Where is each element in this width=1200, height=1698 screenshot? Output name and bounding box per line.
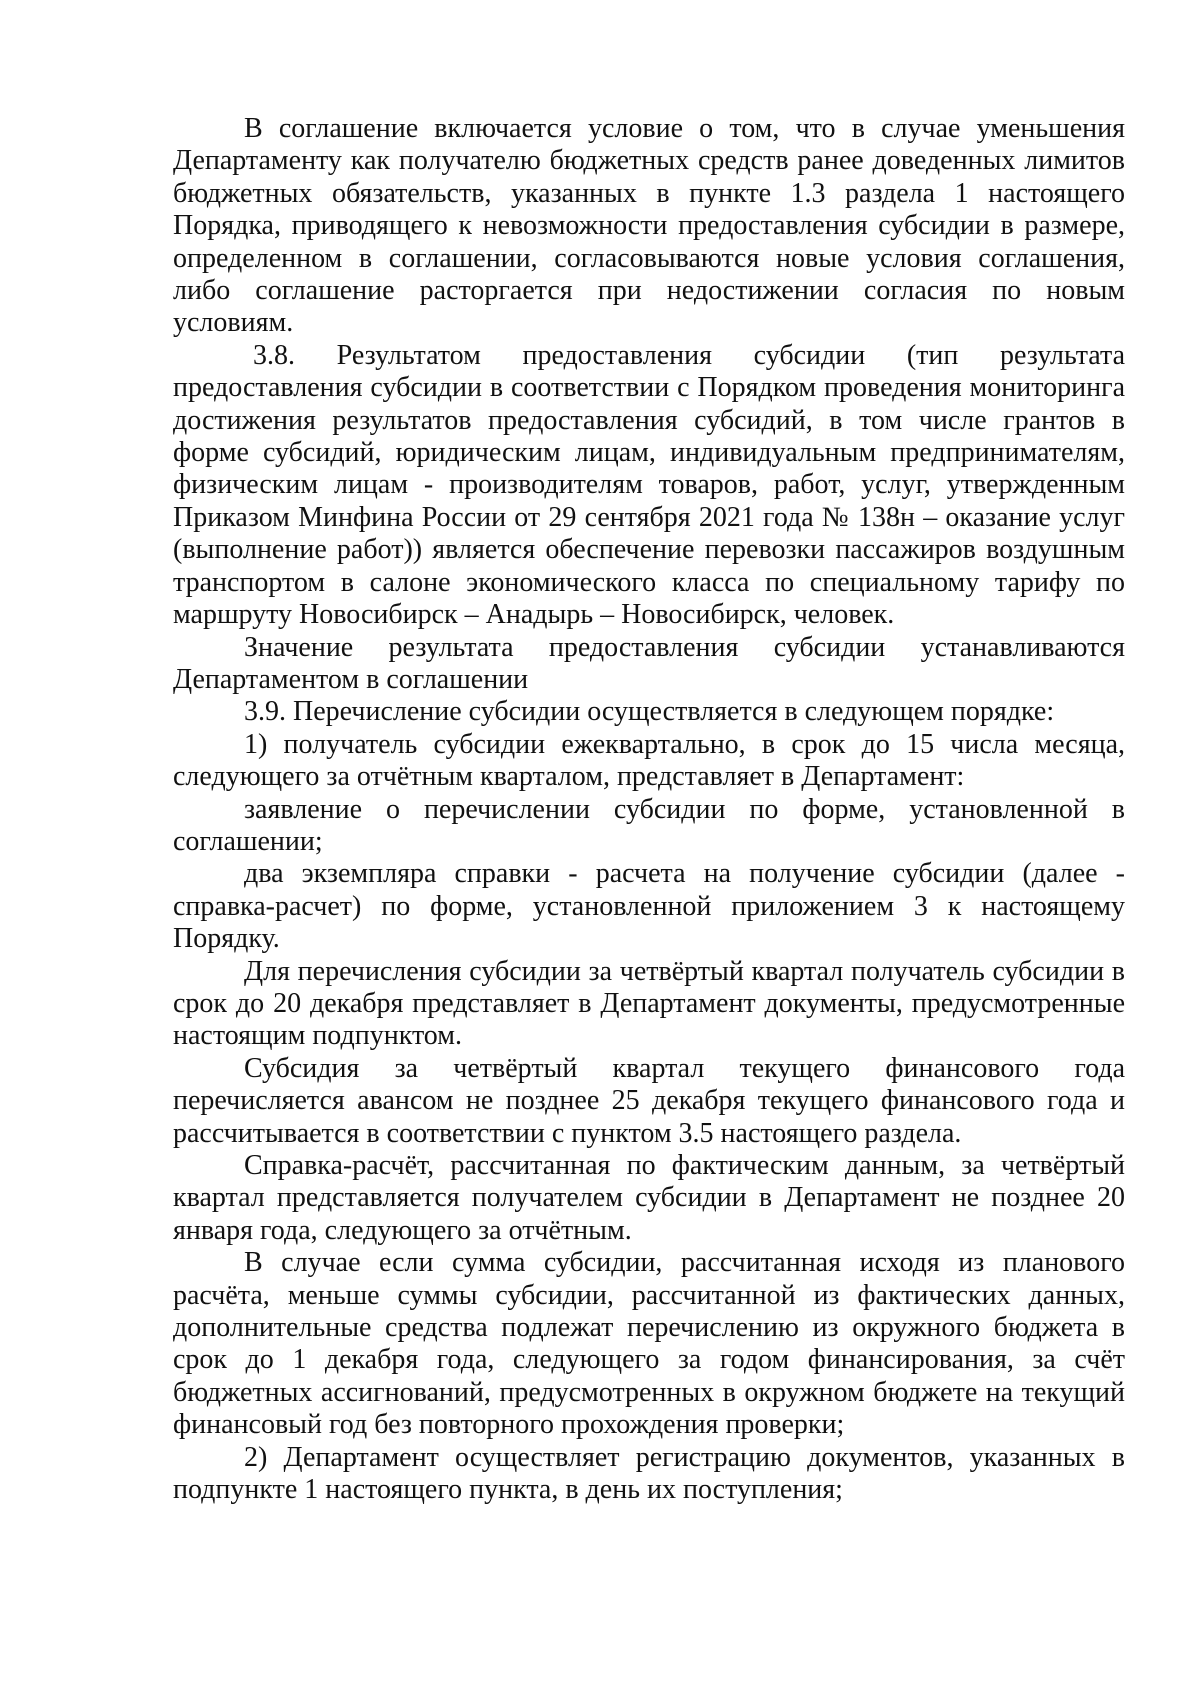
paragraph-additional-funds: В случае если сумма субсидии, рассчитанная исходя из планового расчёта, меньше суммы субсидии, рассчитанной из фактических данных, дополнительные средства подлежат перечислению из окружного бюджета в срок до 1 декабря года, следующего за годом финансирования, за счёт бюджетных ассигнований, предусмотренных в окружном бюджете на текущий финансовый год без повторного прохождения проверки; [173, 1247, 1125, 1441]
paragraph-application: заявление о перечислении субсидии по форме, установленной в соглашении; [173, 793, 1125, 857]
paragraph-subitem-1: 1) получатель субсидии ежеквартально, в срок до 15 числа месяца, следующего за отчётным кварталом, представляет в Департамент: [173, 728, 1125, 793]
paragraph-fourth-quarter-advance: Субсидия за четвёртый квартал текущего финансового года перечисляется авансом не позднее 25 декабря текущего финансового года и рассчитывается в соответствии с пунктом 3.5 настоящего раздела. [173, 1052, 1125, 1149]
paragraph-result-value: Значение результата предоставления субсидии устанавливаются Департаментом в соглашении [173, 631, 1125, 695]
paragraph-actual-certificate: Справка-расчёт, рассчитанная по фактическим данным, за четвёртый квартал представляется получателем субсидии в Департамент не позднее 20 января года, следующего за отчётным. [173, 1150, 1125, 1246]
paragraph-3-8-result: 3.8. Результатом предоставления субсидии (тип результата предоставления субсидии в соответствии с Порядком проведения мониторинга достижения результатов предоставления субсидий, в том числе грантов в форме субсидий, юридическим лицам, индивидуальным предпринимателям, физическим лицам - производителям товаров, работ, услуг, утвержденным Приказом Минфина России от 29 сентября 2021 года № 138н – оказание услуг (выполнение работ)) является обеспечение перевозки пассажиров воздушным транспортом в салоне экономического класса по специальному тарифу по маршруту Новосибирск – Анадырь – Новосибирск, человек. [173, 339, 1125, 631]
paragraph-certificate-copies: два экземпляра справки - расчета на получение субсидии (далее - справка-расчет) по форме, установленной приложением 3 к настоящему Порядку. [173, 858, 1125, 955]
paragraph-subitem-2: 2) Департамент осуществляет регистрацию документов, указанных в подпункте 1 настоящего пункта, в день их поступления; [173, 1441, 1125, 1506]
paragraph-agreement-condition: В соглашение включается условие о том, что в случае уменьшения Департаменту как получателю бюджетных средств ранее доведенных лимитов бюджетных обязательств, указанных в пункте 1.3 раздела 1 настоящего Порядка, приводящего к невозможности предоставления субсидии в размере, определенном в соглашении, согласовываются новые условия соглашения, либо соглашение расторгается при недостижении согласия по новым условиям. [173, 113, 1125, 339]
paragraph-3-9-transfer-order: 3.9. Перечисление субсидии осуществляется в следующем порядке: [244, 696, 1055, 728]
paragraph-fourth-quarter-docs: Для перечисления субсидии за четвёртый квартал получатель субсидии в срок до 20 декабря представляет в Департамент документы, предусмотренные настоящим подпунктом. [173, 955, 1125, 1052]
document-page [173, 113, 1125, 1506]
